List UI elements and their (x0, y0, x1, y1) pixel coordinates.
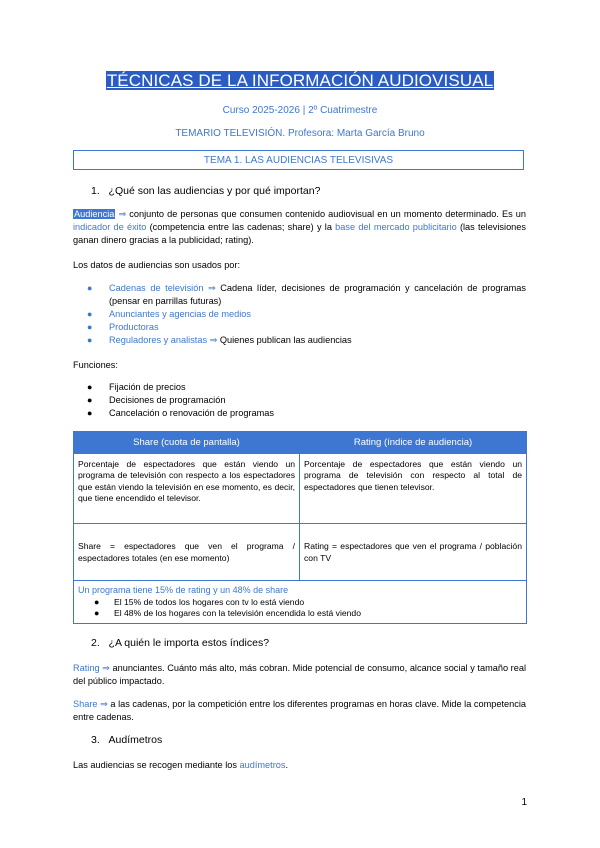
section-3-heading: 3. Audímetros (91, 734, 163, 746)
topic-heading-box: TEMA 1. LAS AUDIENCIAS TELEVISIVAS (73, 150, 524, 170)
table-cell: Porcentaje de espectadores que están viendo un programa de televisión con respecto a los espectadores que están viendo la televisión en ese momento, es decir, que tiene encendido el televisor. (74, 454, 300, 524)
share-paragraph: Share ⇒ a las cadenas, por la competición entre los diferentes programas en horas clave. Mide la competencia entre cadenas. (73, 699, 526, 722)
users-list (73, 282, 526, 347)
document-title: TÉCNICAS DE LA INFORMACIÓN AUDIOVISUAL (106, 71, 494, 90)
course-line: Curso 2025-2026 | 2º Cuatrimestre (222, 105, 378, 116)
functions-list (73, 381, 526, 420)
link-indicador-exito: indicador de éxito (73, 222, 147, 232)
used-by-intro: Los datos de audiencias son usados por: (73, 260, 241, 270)
table-cell: Rating = espectadores que ven el programa / población con TV (300, 524, 527, 581)
rating-paragraph: Rating ⇒ anunciantes. Cuánto más alto, más cobran. Mide potencial de consumo, alcance social y tamaño real del público impactado. (73, 663, 526, 686)
table-cell: Porcentaje de espectadores que están viendo un programa de televisión con respecto al total de espectadores que tienen televisor. (300, 454, 527, 524)
table-header-rating: Rating (índice de audiencia) (300, 432, 527, 454)
audience-definition: Audiencia ⇒ conjunto de personas que consumen contenido audiovisual en un momento determinado. Es un indicador de éxito (competencia entre las cadenas; share) y la base del mercado publicitario (las televisiones ganan dinero gracias a la publicidad; rating). (73, 209, 526, 245)
list-item: ● Cancelación o renovación de programas (87, 408, 274, 418)
link-audimetros: audímetros (239, 760, 286, 770)
list-item: ● Decisiones de programación (87, 395, 226, 405)
functions-intro: Funciones: (73, 360, 118, 370)
table-row (74, 581, 527, 624)
list-item: ● El 15% de todos los hogares con tv lo está viendo (94, 596, 305, 607)
page-number: 1 (521, 797, 527, 808)
example-title: Un programa tiene 15% de rating y un 48% de share (78, 585, 289, 595)
table-header-share: Share (cuota de pantalla) (74, 432, 300, 454)
list-item: ● Anunciantes y agencias de medios (87, 309, 251, 319)
list-item: ● Productoras (87, 322, 159, 332)
list-item: ● Cadenas de televisión ⇒ Cadena líder, decisiones de programación y cancelación de programas (pensar en parrillas futuras) (87, 283, 526, 306)
link-mercado-publicitario: base del mercado publicitario (335, 222, 457, 232)
example-list (78, 597, 522, 620)
table-cell: Share = espectadores que ven el programa / espectadores totales (en ese momento) (74, 524, 300, 581)
example-cell (74, 581, 527, 624)
list-item: ● Reguladores y analistas ⇒ Quienes publican las audiencias (87, 335, 352, 345)
section-1-heading: 1. ¿Qué son las audiencias y por qué importan? (91, 185, 321, 197)
section-2-heading: 2. ¿A quién le importa estos índices? (91, 637, 270, 649)
term-audiencia: Audiencia (74, 209, 115, 219)
share-rating-table (73, 431, 527, 624)
audimeters-paragraph: Las audiencias se recogen mediante los audímetros. (73, 760, 289, 770)
syllabus-subtitle: TEMARIO TELEVISIÓN. Profesora: Marta García Bruno (175, 128, 425, 139)
list-item: ● El 48% de los hogares con la televisión encendida lo está viendo (94, 608, 361, 618)
table-row (74, 524, 527, 581)
list-item: ● Fijación de precios (87, 382, 186, 392)
table-row (74, 454, 527, 524)
